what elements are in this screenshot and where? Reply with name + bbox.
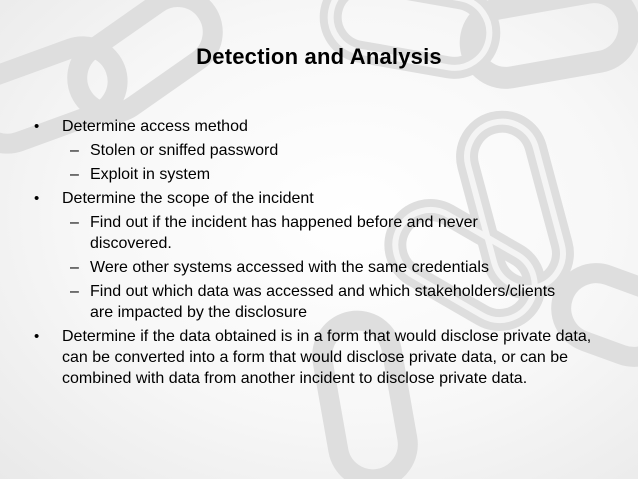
bullet-marker: •: [34, 328, 40, 345]
sub-bullet-text: Were other systems accessed with the same credentials: [90, 259, 489, 276]
slide-title: Detection and Analysis: [196, 44, 442, 69]
sub-bullet-text: Find out which data was accessed and which stakeholders/clients are impacted by the disclosure: [90, 283, 556, 321]
bullet-marker: •: [34, 190, 40, 207]
sub-bullet-text: Find out if the incident has happened before and never discovered.: [90, 214, 478, 252]
bullet-text: Determine if the data obtained is in a form that would disclose private data, can be converted into a form that would disclose private data, or can be combined with data from another incident to disclose private data.: [62, 328, 592, 387]
sub-bullet-marker: –: [70, 214, 79, 231]
sub-bullet-text: Exploit in system: [90, 166, 211, 183]
sub-bullet-marker: –: [70, 142, 79, 159]
sub-bullet-marker: –: [70, 283, 79, 300]
sub-bullet: [28, 164, 608, 185]
sub-bullet-marker: –: [70, 166, 79, 183]
sub-bullet: [28, 281, 560, 323]
bullet-text: Determine the scope of the incident: [62, 190, 314, 207]
sub-bullet: [28, 140, 608, 161]
bullet-scope: [28, 188, 608, 209]
sub-bullet: [28, 212, 560, 254]
bullet-text: Determine access method: [62, 118, 248, 135]
bullet-data-disclosure: [28, 326, 602, 389]
bullet-marker: •: [34, 118, 40, 135]
sub-bullet-marker: –: [70, 259, 79, 276]
sub-bullet-text: Stolen or sniffed password: [90, 142, 279, 159]
sub-bullet: [28, 257, 608, 278]
bullet-access-method: [28, 116, 608, 137]
bullet-list: [28, 116, 608, 392]
